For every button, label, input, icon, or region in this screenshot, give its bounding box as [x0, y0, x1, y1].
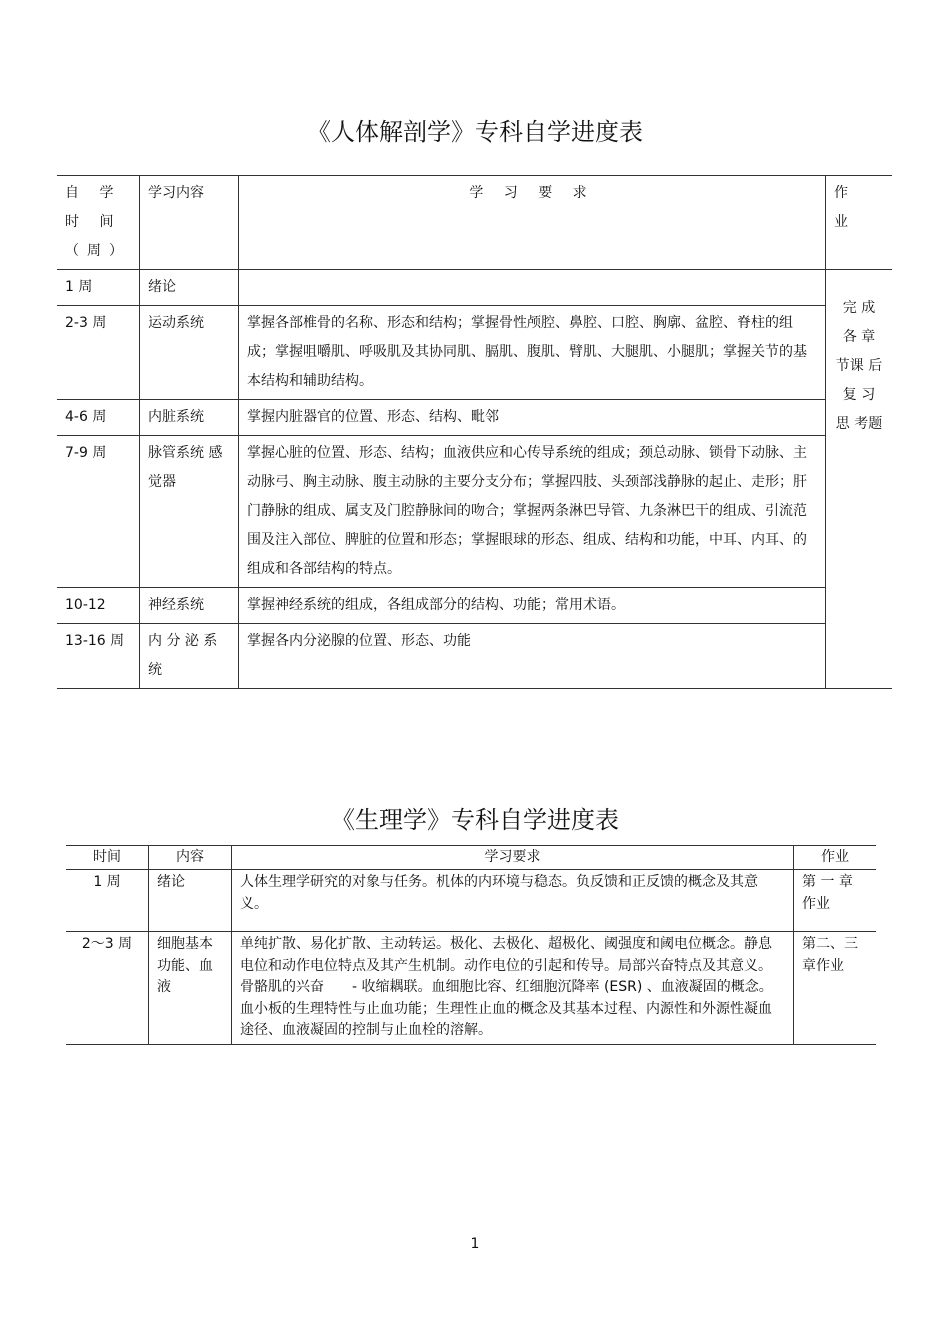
physiology-schedule-table [66, 845, 876, 1045]
page-number: 1 [470, 1236, 480, 1252]
requirement-cell: 掌握各部椎骨的名称、形态和结构；掌握骨性颅腔、鼻腔、口腔、胸廓、盆腔、脊柱的组成；掌握咀嚼肌、呼吸肌及其协同肌、膈肌、腹肌、臂肌、大腿肌、小腿肌；掌握关节的基本结构和辅助结构。 [239, 306, 826, 400]
content-cell: 运动系统 [140, 306, 239, 400]
week-cell: 4-6 周 [57, 400, 140, 436]
content-cell: 内脏系统 [140, 400, 239, 436]
header-requirement: 学 习 要 求 [239, 176, 826, 270]
requirement-cell: 掌握各内分泌腺的位置、形态、功能 [239, 624, 826, 689]
requirement-cell [239, 270, 826, 306]
week-cell: 13-16 周 [57, 624, 140, 689]
requirement-cell: 掌握心脏的位置、形态、结构；血液供应和心传导系统的组成；颈总动脉、锁骨下动脉、主动脉弓、胸主动脉、腹主动脉的主要分支分布；掌握四肢、头颈部浅静脉的起止、走形；肝门静脉的组成、属支及门腔静脉间的吻合；掌握两条淋巴导管、九条淋巴干的组成、引流范围及注入部位、脾脏的位置和形态；掌握眼球的形态、组成、结构和功能，中耳、内耳、的组成和各部结构的特点。 [239, 436, 826, 588]
table-row [57, 400, 892, 436]
anatomy-schedule-table [57, 175, 892, 689]
week-cell: 2～3 周 [66, 932, 149, 1045]
anatomy-title: 《人体解剖学》专科自学进度表 [307, 118, 643, 146]
content-cell: 绪论 [140, 270, 239, 306]
week-cell: 2-3 周 [57, 306, 140, 400]
week-cell: 1 周 [57, 270, 140, 306]
table-row [66, 932, 876, 1045]
header-homework: 作 业 [826, 176, 893, 270]
requirement-cell: 人体生理学研究的对象与任务。机体的内环境与稳态。负反馈和正反馈的概念及其意义。 [232, 870, 794, 932]
homework-cell: 第二、三章作业 [794, 932, 877, 1045]
requirement-cell: 掌握内脏器官的位置、形态、结构、毗邻 [239, 400, 826, 436]
table-header-row [57, 176, 892, 270]
header-homework: 作业 [794, 846, 877, 870]
table-row [57, 624, 892, 689]
requirement-cell: 单纯扩散、易化扩散、主动转运。极化、去极化、超极化、阈强度和阈电位概念。静息电位和动作电位特点及其产生机制。动作电位的引起和传导。局部兴奋特点及其意义。骨骼肌的兴奋 - 收缩耦联。血细胞比容、红细胞沉降率 (ESR) 、血液凝固的概念。血小板的生理特性与止血功能；生理性止血的概念及其基本过程、内源性和外源性凝血途径、血液凝固的控制与止血栓的溶解。 [232, 932, 794, 1045]
content-cell: 绪论 [149, 870, 232, 932]
table-row [57, 270, 892, 306]
week-cell: 7-9 周 [57, 436, 140, 588]
content-cell: 细胞基本功能、血液 [149, 932, 232, 1045]
header-content: 学习内容 [140, 176, 239, 270]
content-cell: 脉管系统 感觉器 [140, 436, 239, 588]
physiology-title: 《生理学》专科自学进度表 [331, 806, 619, 834]
table-row [57, 588, 892, 624]
week-cell: 1 周 [66, 870, 149, 932]
header-time: 时间 [66, 846, 149, 870]
table-header-row [66, 846, 876, 870]
table-row [66, 870, 876, 932]
homework-cell: 完 成 各 章 节课 后 复 习 思 考题 [826, 270, 893, 689]
homework-cell: 第 一 章 作业 [794, 870, 877, 932]
content-cell: 神经系统 [140, 588, 239, 624]
requirement-cell: 掌握神经系统的组成，各组成部分的结构、功能；常用术语。 [239, 588, 826, 624]
header-time: 自 学 时 间（周） [57, 176, 140, 270]
week-cell: 10-12 [57, 588, 140, 624]
content-cell: 内 分 泌 系 统 [140, 624, 239, 689]
table-row [57, 436, 892, 588]
table-row [57, 306, 892, 400]
header-requirement: 学习要求 [232, 846, 794, 870]
header-content: 内容 [149, 846, 232, 870]
